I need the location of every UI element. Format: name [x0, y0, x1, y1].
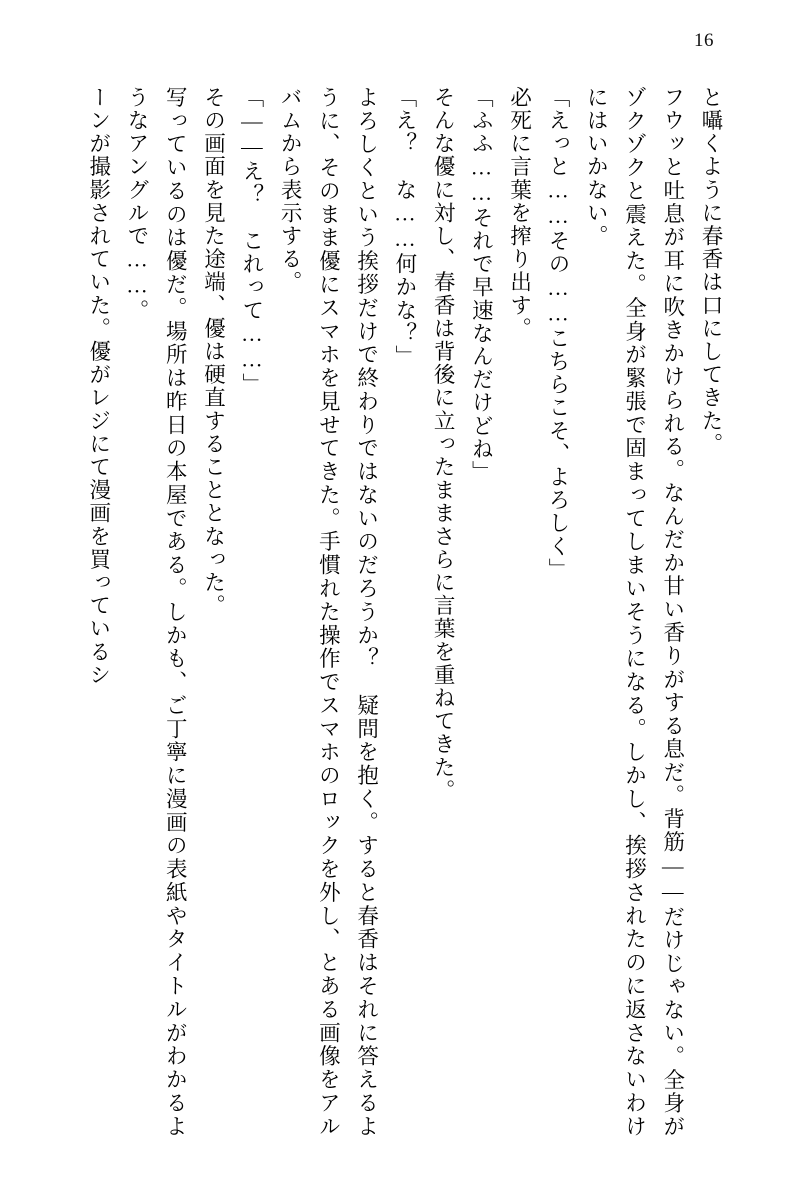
paragraph: 「え？ な……何かな？」: [392, 86, 417, 369]
paragraph: 「――え？ これって……」: [239, 86, 264, 397]
paragraph: そんな優に対し、春香は背後に立ったままさらに言葉を重ねてきた。: [431, 86, 456, 803]
page-text-body: [62, 86, 730, 1138]
paragraph: 写っているのは優だ。場所は昨日の本屋である。しかも、ご丁寧に漫画の表紙やタイトルがわかるようなアングルで……。: [125, 86, 188, 1138]
paragraph: よろしくという挨拶だけで終わりではないのだろうか？ 疑問を抱く。すると春香はそれに答えるように、そのまま優にスマホを見せてきた。手慣れた操作でスマホのロックを外し、とある画像をアルバムから表示する。: [278, 86, 379, 1138]
paragraph: その画面を見た途端、優は硬直することとなった。: [201, 86, 226, 618]
paragraph: と囁くように春香は口にしてきた。: [699, 86, 723, 456]
paragraph: フウッと吐息が耳に吹きかけられる。なんだか甘い香りがする息だ。背筋――だけじゃない。全身がゾクゾクと震えた。全身が緊張で固まってしまいそうになる。しかし、挨拶されたのに返さないわけにはいかない。: [584, 86, 685, 1138]
paragraph: 必死に言葉を搾り出す。: [507, 86, 532, 341]
paragraph: 「ふふ……それで早速なんだけどね」: [469, 86, 494, 484]
paragraph: ーンが撮影されていた。優がレジにて漫画を買っているシ: [86, 86, 111, 687]
paragraph: 「えっと……その……こちらこそ、よろしく」: [545, 86, 570, 582]
page-number: 16: [694, 30, 714, 51]
